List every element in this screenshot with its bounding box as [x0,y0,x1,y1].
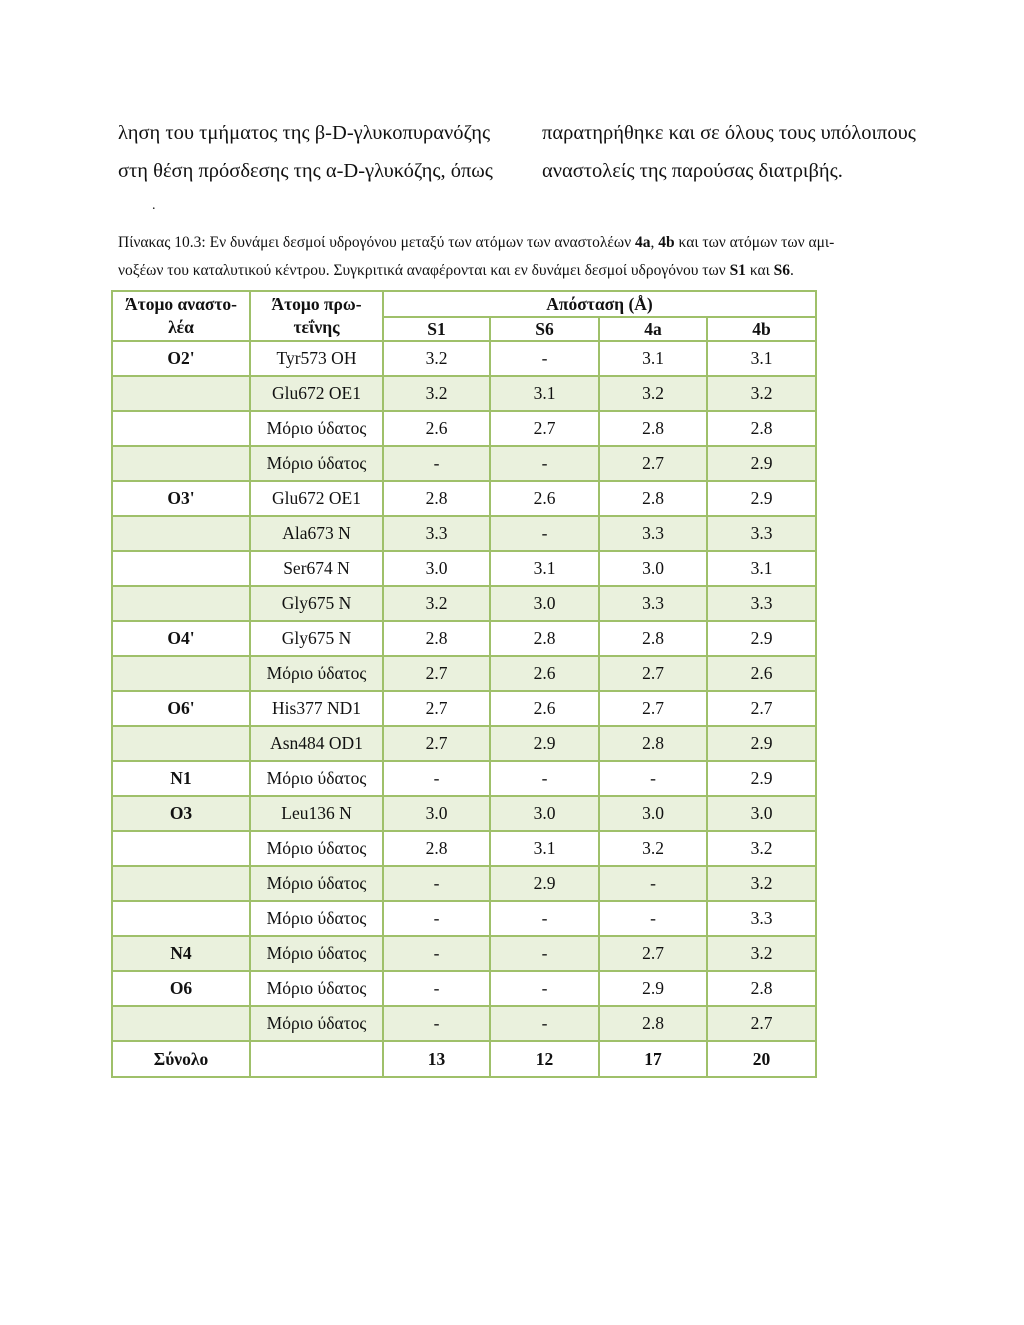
inhibitor-atom-cell [112,551,250,586]
text-line: στη θέση πρόσδεσης της α-D-γλυκόζης, όπως [118,160,493,182]
header-inhibitor-atom [112,291,250,341]
table-row [112,446,816,481]
inhibitor-atom-cell [112,446,250,481]
table-row [112,691,816,726]
header-text: Άτομο αναστο- [124,294,237,314]
caption-line-2 [118,257,908,285]
distance-s6-cell: 2.6 [490,656,599,691]
header-4b: 4b [707,317,816,341]
distance-s6-cell: - [490,1006,599,1041]
hydrogen-bond-table [111,290,817,1078]
distance-4a-cell: 3.0 [599,796,707,831]
inhibitor-atom-cell [112,866,250,901]
distance-s6-cell: 2.9 [490,866,599,901]
distance-s6-cell: - [490,936,599,971]
caption-text: και των ατόμων των αμι- [674,234,835,251]
protein-atom-cell: Leu136 N [250,796,383,831]
distance-s1-cell: 2.8 [383,481,490,516]
distance-4b-cell: 3.2 [707,866,816,901]
caption-text: Πίνακας 10.3: Εν δυνάμει δεσμοί υδρογόνου μεταξύ των ατόμων των αναστολέων [118,234,636,251]
distance-4b-cell: 3.2 [707,936,816,971]
table-row [112,726,816,761]
table-row [112,621,816,656]
distance-4a-cell: 2.8 [599,621,707,656]
distance-4a-cell: 3.1 [599,341,707,376]
table-row [112,481,816,516]
text-line: ληση του τμήματος της β-D-γλυκοπυρανόζης [118,122,491,144]
protein-atom-cell: Asn484 OD1 [250,726,383,761]
distance-s1-cell: - [383,761,490,796]
table-row [112,971,816,1006]
table-row [112,761,816,796]
protein-atom-cell: Ser674 N [250,551,383,586]
distance-4b-cell: 3.1 [707,341,816,376]
header-distance: Απόσταση (Å) [383,291,816,317]
table-row [112,341,816,376]
stray-dot: . [152,198,156,213]
table-row [112,551,816,586]
protein-atom-cell: Μόριο ύδατος [250,446,383,481]
distance-4a-cell: - [599,866,707,901]
distance-4a-cell: 2.8 [599,481,707,516]
caption-bold: 4b [658,234,675,251]
distance-s1-cell: 3.0 [383,796,490,831]
distance-s6-cell: 2.8 [490,621,599,656]
caption-text: νοξέων του καταλυτικού κέντρου. Συγκριτικά αναφέρονται και εν δυνάμει δεσμοί υδρογόνου των [118,262,730,279]
protein-atom-cell: Μόριο ύδατος [250,1006,383,1041]
distance-4b-cell: 2.8 [707,971,816,1006]
header-text: τεΐνης [293,317,340,337]
distance-s1-cell: 2.7 [383,691,490,726]
distance-4a-cell: 2.7 [599,691,707,726]
caption-text: και [745,262,774,279]
distance-4a-cell: 3.2 [599,376,707,411]
inhibitor-atom-cell [112,516,250,551]
protein-atom-cell: Tyr573 OH [250,341,383,376]
distance-4a-cell: 3.3 [599,586,707,621]
inhibitor-atom-cell [112,376,250,411]
inhibitor-atom-cell: O4' [112,621,250,656]
inhibitor-atom-cell [112,656,250,691]
distance-s1-cell: 2.7 [383,656,490,691]
protein-atom-cell: Gly675 N [250,586,383,621]
distance-4a-cell: 3.3 [599,516,707,551]
inhibitor-atom-cell [112,586,250,621]
total-4b-cell: 20 [707,1041,816,1077]
protein-atom-cell: Gly675 N [250,621,383,656]
distance-s6-cell: 3.0 [490,796,599,831]
distance-s6-cell: - [490,446,599,481]
distance-s1-cell: - [383,1006,490,1041]
distance-s1-cell: 3.2 [383,376,490,411]
table-total-row [112,1041,816,1077]
distance-s1-cell: 2.8 [383,831,490,866]
header-s1: S1 [383,317,490,341]
inhibitor-atom-cell [112,831,250,866]
distance-4b-cell: 2.7 [707,691,816,726]
table-header-row [112,291,816,317]
inhibitor-atom-cell [112,726,250,761]
protein-atom-cell: His377 ND1 [250,691,383,726]
table-row [112,1006,816,1041]
distance-s6-cell: 3.1 [490,376,599,411]
distance-s1-cell: 2.6 [383,411,490,446]
distance-4b-cell: 2.6 [707,656,816,691]
distance-s1-cell: - [383,866,490,901]
distance-4b-cell: 3.0 [707,796,816,831]
distance-s1-cell: 3.0 [383,551,490,586]
text-line: παρατηρήθηκε και σε όλους τους υπόλοιπους [542,122,916,144]
distance-4a-cell: 2.7 [599,936,707,971]
distance-4b-cell: 2.7 [707,1006,816,1041]
table-row [112,901,816,936]
inhibitor-atom-cell [112,411,250,446]
distance-s1-cell: 2.7 [383,726,490,761]
distance-s1-cell: - [383,971,490,1006]
protein-atom-cell: Glu672 OE1 [250,481,383,516]
distance-4a-cell: - [599,901,707,936]
distance-s6-cell: 2.9 [490,726,599,761]
inhibitor-atom-cell: O6' [112,691,250,726]
total-label-cell: Σύνολο [112,1041,250,1077]
inhibitor-atom-cell [112,1006,250,1041]
distance-s6-cell: - [490,971,599,1006]
inhibitor-atom-cell: O3' [112,481,250,516]
paragraph-right-column [542,114,916,190]
table-row [112,586,816,621]
distance-s1-cell: - [383,446,490,481]
table-row [112,831,816,866]
caption-bold: S1 [729,262,746,279]
distance-s6-cell: 3.1 [490,551,599,586]
inhibitor-atom-cell: O3 [112,796,250,831]
distance-s6-cell: 2.6 [490,691,599,726]
distance-4b-cell: 2.9 [707,446,816,481]
protein-atom-cell: Μόριο ύδατος [250,936,383,971]
table-row [112,796,816,831]
distance-s1-cell: 3.2 [383,341,490,376]
distance-s1-cell: - [383,901,490,936]
distance-4a-cell: 2.8 [599,411,707,446]
table-row [112,866,816,901]
distance-4b-cell: 2.8 [707,411,816,446]
distance-4a-cell: 2.7 [599,656,707,691]
distance-4b-cell: 3.3 [707,901,816,936]
caption-line-1 [118,229,908,257]
text-line: αναστολείς της παρούσας διατριβής. [542,160,843,182]
protein-atom-cell: Glu672 OE1 [250,376,383,411]
header-text: λέα [168,317,194,337]
caption-bold: 4a [635,234,651,251]
inhibitor-atom-cell: N1 [112,761,250,796]
distance-s1-cell: 3.2 [383,586,490,621]
table-caption [118,229,908,285]
inhibitor-atom-cell [112,901,250,936]
header-text: Άτομο πρω- [271,294,362,314]
table-row [112,936,816,971]
distance-s6-cell: - [490,341,599,376]
table-row [112,411,816,446]
distance-4b-cell: 3.2 [707,831,816,866]
inhibitor-atom-cell: N4 [112,936,250,971]
protein-atom-cell: Ala673 N [250,516,383,551]
total-4a-cell: 17 [599,1041,707,1077]
distance-4b-cell: 3.3 [707,516,816,551]
table-body [112,341,816,1077]
distance-s6-cell: - [490,761,599,796]
caption-text: . [790,262,794,279]
distance-4b-cell: 2.9 [707,481,816,516]
total-s6-cell: 12 [490,1041,599,1077]
paragraph-left-column [118,114,493,190]
distance-s1-cell: - [383,936,490,971]
distance-4a-cell: 2.9 [599,971,707,1006]
protein-atom-cell: Μόριο ύδατος [250,411,383,446]
header-s6: S6 [490,317,599,341]
header-protein-atom [250,291,383,341]
table-row [112,376,816,411]
protein-atom-cell: Μόριο ύδατος [250,971,383,1006]
distance-s6-cell: 3.1 [490,831,599,866]
table-row [112,516,816,551]
distance-s6-cell: 3.0 [490,586,599,621]
distance-4b-cell: 2.9 [707,726,816,761]
distance-4a-cell: 3.2 [599,831,707,866]
protein-atom-cell: Μόριο ύδατος [250,901,383,936]
distance-s6-cell: 2.7 [490,411,599,446]
distance-s6-cell: 2.6 [490,481,599,516]
distance-4b-cell: 2.9 [707,761,816,796]
distance-s1-cell: 2.8 [383,621,490,656]
distance-s1-cell: 3.3 [383,516,490,551]
protein-atom-cell: Μόριο ύδατος [250,831,383,866]
protein-atom-cell: Μόριο ύδατος [250,761,383,796]
inhibitor-atom-cell: O6 [112,971,250,1006]
inhibitor-atom-cell: O2' [112,341,250,376]
distance-4a-cell: 2.8 [599,1006,707,1041]
distance-s6-cell: - [490,901,599,936]
protein-atom-cell: Μόριο ύδατος [250,866,383,901]
distance-4b-cell: 3.1 [707,551,816,586]
distance-4a-cell: - [599,761,707,796]
caption-bold: S6 [773,262,791,279]
distance-4b-cell: 3.2 [707,376,816,411]
total-s1-cell: 13 [383,1041,490,1077]
distance-4b-cell: 3.3 [707,586,816,621]
protein-atom-cell: Μόριο ύδατος [250,656,383,691]
table-row [112,656,816,691]
distance-4a-cell: 3.0 [599,551,707,586]
distance-s6-cell: - [490,516,599,551]
total-empty-cell [250,1041,383,1077]
distance-4b-cell: 2.9 [707,621,816,656]
caption-text: , [650,234,659,251]
distance-4a-cell: 2.8 [599,726,707,761]
header-4a: 4a [599,317,707,341]
distance-4a-cell: 2.7 [599,446,707,481]
